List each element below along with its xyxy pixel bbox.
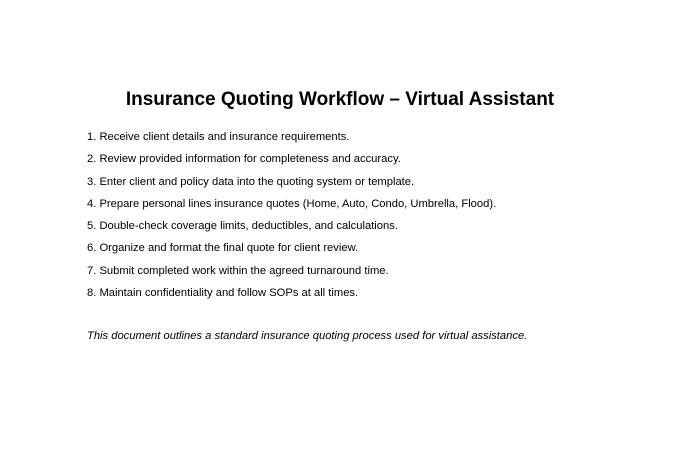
- workflow-steps-list: [87, 130, 496, 308]
- workflow-step: 8. Maintain confidentiality and follow SOPs at all times.: [87, 287, 359, 300]
- document-title: Insurance Quoting Workflow – Virtual Assistant: [125, 89, 555, 110]
- workflow-step: 6. Organize and format the final quote for client review.: [87, 242, 359, 255]
- document-footnote: This document outlines a standard insurance quoting process used for virtual assistance.: [87, 330, 528, 342]
- workflow-step: 2. Review provided information for completeness and accuracy.: [87, 153, 401, 166]
- workflow-step: 4. Prepare personal lines insurance quotes (Home, Auto, Condo, Umbrella, Flood).: [87, 197, 497, 210]
- workflow-step: 3. Enter client and policy data into the quoting system or template.: [87, 175, 415, 188]
- workflow-step: 7. Submit completed work within the agreed turnaround time.: [87, 264, 389, 277]
- workflow-step: 1. Receive client details and insurance requirements.: [87, 131, 350, 143]
- workflow-step: 5. Double-check coverage limits, deductibles, and calculations.: [87, 220, 398, 233]
